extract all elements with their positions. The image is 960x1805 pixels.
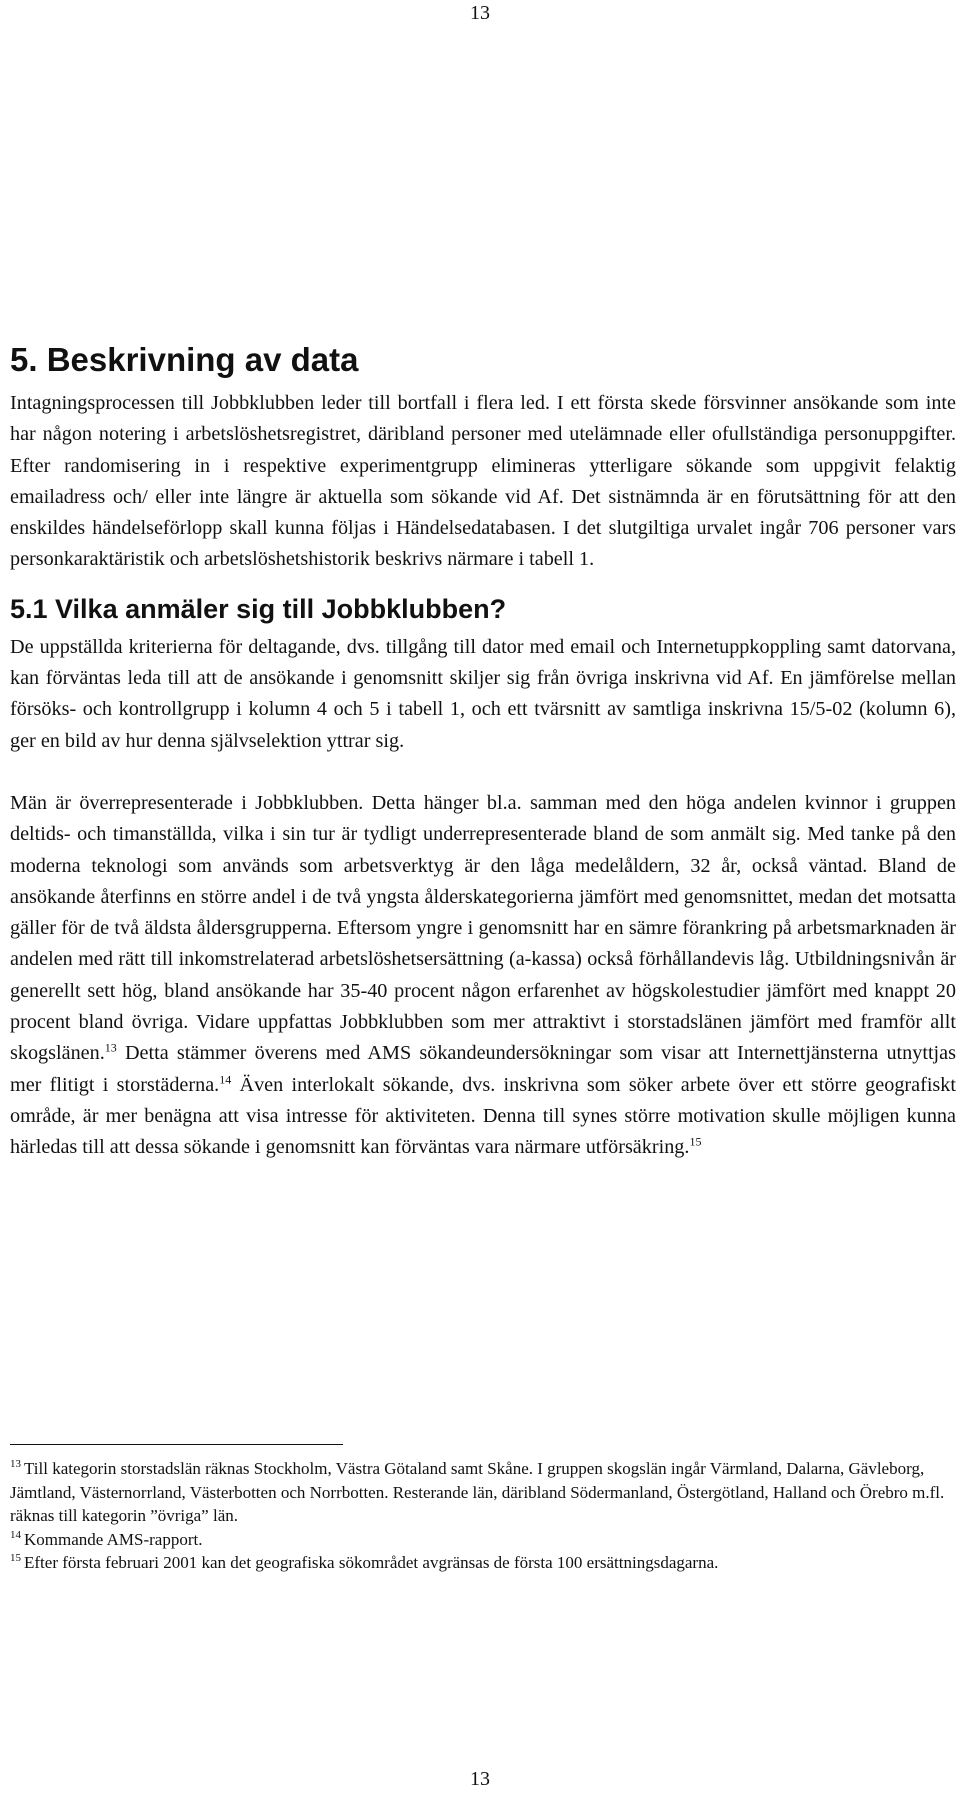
- footnote-ref-15[interactable]: 15: [689, 1134, 702, 1149]
- footnote-14: [10, 1528, 956, 1552]
- paragraph-2-text-3: Även interlokalt sökande, dvs. inskrivna som söker arbete över ett större geografiskt område, är mer benägna att visa intresse för aktiviteten. Denna till synes större motivation skulle möjligen kunna härledas till att dessa sökande i genomsnitt kan förväntas vara närmare utförsäkring.: [10, 1073, 956, 1159]
- page-number-bottom: 13: [470, 1768, 490, 1790]
- footnotes: [10, 1444, 956, 1575]
- main-content: [10, 340, 956, 1164]
- footnote-number: 13: [10, 1458, 21, 1471]
- footnote-text: Till kategorin storstadslän räknas Stockholm, Västra Götaland samt Skåne. I gruppen skogslän ingår Värmland, Dalarna, Gävleborg, Jämtland, Västernorrland, Västerbotten och Norrbotten. Resterande län, däribland Södermanland, Östergötland, Halland och Örebro m.fl. räknas till kategorin ”övriga” län.: [10, 1459, 945, 1525]
- section-heading: 5. Beskrivning av data: [10, 341, 359, 378]
- footnote-divider: [10, 1444, 343, 1445]
- footnote-ref-14[interactable]: 14: [219, 1071, 232, 1086]
- paragraph-2-text-2: Detta stämmer överens med AMS sökandeundersökningar som visar att Internettjänsterna utnyttjas mer flitigt i storstäderna.: [10, 1042, 956, 1096]
- subsection-paragraph-2: [10, 788, 956, 1164]
- paragraph-2-text-1: Män är överrepresenterade i Jobbklubben. Detta hänger bl.a. samman med den höga andelen kvinnor i gruppen deltids- och timanställda, vilka i sin tur är tydligt underrepresenterade bland de som anmält sig. Med tanke på den moderna teknologi som används som arbetsverktyg är den låga medelåldern, 32 år, också väntad. Bland de ansökande återfinns en större andel i de två yngsta ålderskategorierna jämfört med genomsnittet, medan det motsatta gäller för de två äldsta åldersgrupperna. Eftersom yngre i genomsnitt har en sämre förankring på arbetsmarknaden är andelen med rätt till inkomstrelaterad arbetslöshetsersättning (a-kassa) också förhållandevis låg. Utbildningsnivån är generellt sett hög, bland ansökande har 35-40 procent någon erfarenhet av högskolestudier jämfört med knappt 20 procent bland övriga. Vidare uppfattas Jobbklubben som mer attraktivt i storstadslänen jämfört med framför allt skogslänen.: [10, 791, 956, 1065]
- footnote-13: [10, 1457, 956, 1528]
- subsection-paragraph-1: De uppställda kriterierna för deltagande, dvs. tillgång till dator med email och Internetuppkoppling samt datorvana, kan förväntas leda till att de ansökande i genomsnitt skiljer sig från övriga inskrivna vid Af. En jämförelse mellan försöks- och kontrollgrupp i kolumn 4 och 5 i tabell 1, och ett tvärsnitt av samtliga inskrivna 15/5-02 (kolumn 6), ger en bild av hur denna självselektion yttrar sig.: [10, 635, 956, 752]
- footnote-number: 15: [10, 1552, 21, 1565]
- section-paragraph: Intagningsprocessen till Jobbklubben leder till bortfall i flera led. I ett första skede försvinner ansökande som inte har någon notering i arbetslöshetsregistret, däribland personer med utelämnade eller ofullständiga personuppgifter. Efter randomisering in i respektive experimentgrupp elimineras ytterligare sökande som uppgivit felaktig emailadress och/ eller inte längre är aktuella som sökande vid Af. Det sistnämnda är en förutsättning för att den enskildes händelseförlopp skall kunna följas i Händelsedatabasen. I det slutgiltiga urvalet ingår 706 personer vars personkaraktäristik och arbetslöshetshistorik beskrivs närmare i tabell 1.: [10, 392, 956, 571]
- footnote-number: 14: [10, 1528, 21, 1541]
- footnote-text: Efter första februari 2001 kan det geografiska sökområdet avgränsas de första 100 ersättningsdagarna.: [24, 1553, 719, 1572]
- footnote-15: [10, 1551, 956, 1575]
- subsection-heading: 5.1 Vilka anmäler sig till Jobbklubben?: [10, 593, 507, 624]
- footnote-ref-13[interactable]: 13: [104, 1040, 117, 1055]
- page-number-top: 13: [470, 2, 490, 24]
- footnote-text: Kommande AMS-rapport.: [24, 1529, 203, 1549]
